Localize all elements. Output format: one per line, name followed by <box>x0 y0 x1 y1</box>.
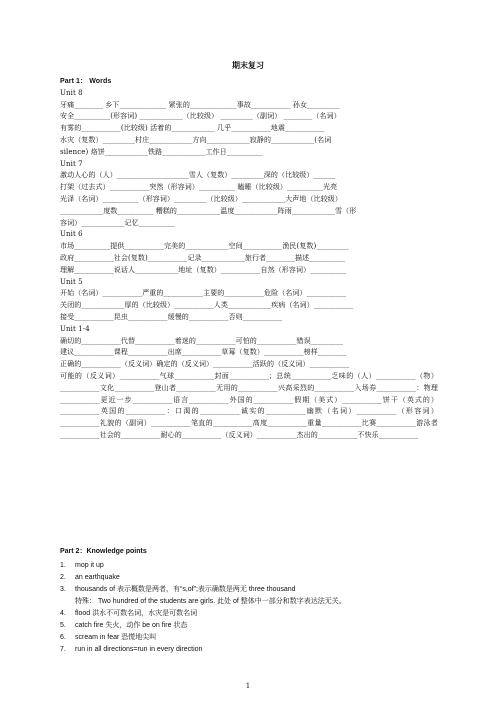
text-line: 牙痛________ 乡下_____________ 紧张的_____________事故___________ 孙女_________ <box>60 100 340 109</box>
text-line: 容词）____________记忆__________ <box>60 218 175 227</box>
list-item <box>60 608 438 620</box>
list-item <box>60 560 438 572</box>
list-item-text: mop it up <box>75 562 104 569</box>
text-line: 开始（名词）___________严重的___________主要的___________危险（名词）___________ <box>60 289 347 298</box>
text-line: 激动人心的（人）____________________雪人（复数）_________深的（比较级）______ <box>60 171 336 180</box>
text-line: 市场__________提供___________完美的____________空间___________渔民(复数)_________ <box>60 242 349 251</box>
text-line: Unit 7 <box>60 159 83 168</box>
list-item-text: scream in fear 恐慌地尖叫 <box>75 634 157 641</box>
part1-paragraph: 可能的（反义词）___________气球___________封面___________；总统___________乏味的（人）___________（物）___________文化___________登山者___________无用的___________兴高采烈的___________入场券___________：物理___________更近一步___________语言___________外国的___________假期（美式）___________饼干（英式的）___________英国的___________：口渴的___________诚实的___________幽默（名词）___________（形容词）___________礼貌的（副词）___________笔直的___________高度___________重量___________比赛___________游泳者___________社会的___________耐心的___________（反义词）___________杰出的___________不快乐___________ <box>60 371 438 439</box>
part2-section <box>60 546 438 656</box>
part1-heading: Part 1： Words <box>60 78 112 85</box>
list-item <box>60 644 438 656</box>
page-number: 1 <box>245 682 251 690</box>
list-item-text: an earthquake <box>75 574 120 581</box>
part1-section <box>60 76 438 442</box>
list-item-text: run in all directions=run in every direction <box>75 646 203 653</box>
list-item <box>60 632 438 644</box>
page-title: 期末复习 <box>232 60 264 70</box>
text-line: 关闭的____________厚的（比较级）___________人类____________疾病（名词）___________ <box>60 301 354 310</box>
list-item <box>60 620 438 632</box>
text-line: 理解___________说话人____________地址（复数）___________自然（形容词）__________ <box>60 265 347 274</box>
list-item-number: 4. <box>60 610 66 617</box>
list-item <box>60 584 438 596</box>
list-item-number: 6. <box>60 634 66 641</box>
text-line: 确切的___________代替___________着迷的___________可怕的___________错误_________ <box>60 336 344 345</box>
text-line: 有雾的___________(比较级) 活着的____________ 几乎___________地震___________ <box>60 124 325 133</box>
text-line: ____________度数__________ 糟糕的____________温度____________阵雨____________雪（形 <box>60 206 357 215</box>
list-item-number: 3. <box>60 586 66 593</box>
part1-lines <box>60 88 438 371</box>
text-line: 打架（过去式）___________突然（形容词）__________ 瞌睡（比较级）__________光亮 <box>60 183 338 192</box>
text-line: Unit 6 <box>60 230 83 239</box>
list-item-number: 1. <box>60 562 66 569</box>
text-line: 光泽（名词）__________（形容词）_________（比较级）____________大声地（比较级） <box>60 194 342 203</box>
list-item-text: thousands of 表示概数是两者，有“s,of”;表示确数是两无 three thousand <box>75 586 296 593</box>
list-item-number: 2. <box>60 574 66 581</box>
list-item-number: 5. <box>60 622 66 629</box>
list-item-text: catch fire 失火，动作 be on fire 状态 <box>75 622 188 629</box>
list-item-note: 特殊： Two hundred of the students are girls. 此处 of 整体中一部分和数字表达法无关。 <box>75 598 346 605</box>
list-item <box>60 572 438 584</box>
text-line: 政府___________社会(复数)___________记录____________旅行者________描述__________ <box>60 253 346 262</box>
text-line: Unit 8 <box>60 88 83 97</box>
text-line: silence) 烙饼____________铁路____________工作日__________ <box>60 147 263 156</box>
list-item-number: 7. <box>60 646 66 653</box>
text-line: 建议___________课程___________出席___________草莓（复数）___________榜样________ <box>60 348 347 357</box>
list-item-text: flood 洪水不可数名词，水灾是可数名词 <box>75 610 198 617</box>
text-line: 安全__________(形容词) ____________（比较级） _________（副词） ________（名词） <box>60 112 341 121</box>
text-line: 正确的___________（反义词）确定的（反义词）___________活跃的（反义词）___________ <box>60 360 350 369</box>
text-line: Unit 5 <box>60 277 83 286</box>
text-line: Unit 1-4 <box>60 324 90 333</box>
text-line: 接受___________昆虫___________缓慢的___________否则___________ <box>60 312 283 321</box>
text-line: 水灾（复数）_________村庄____________方向____________寂静的____________(名词 <box>60 135 332 144</box>
part2-heading: Part 2：Knowledge points <box>60 548 147 555</box>
